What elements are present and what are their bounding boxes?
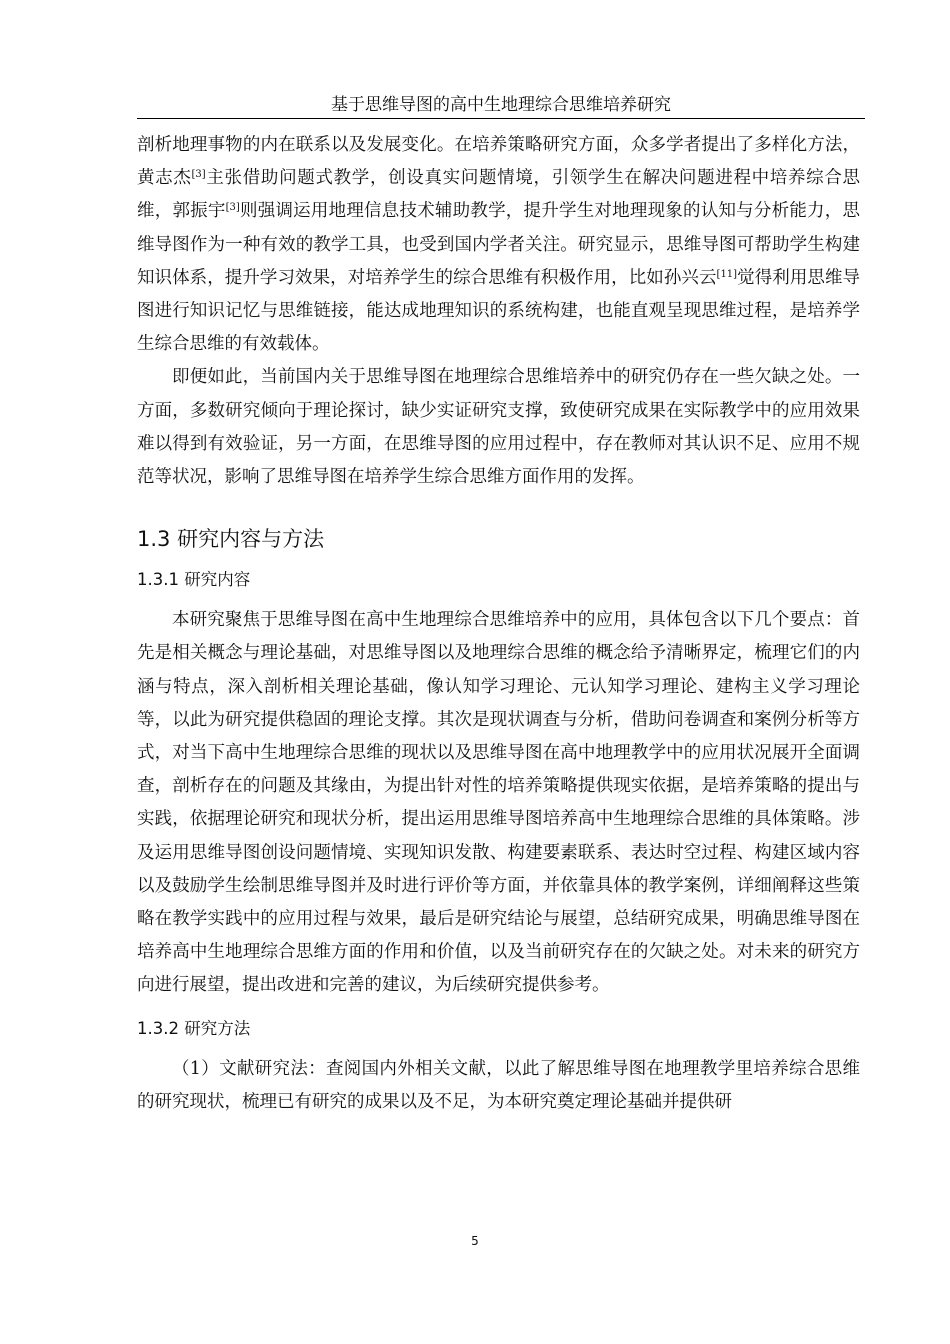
citation-ref[interactable]: [11] xyxy=(716,268,738,280)
paragraph-4: （1）文献研究法：查阅国内外相关文献，以此了解思维导图在地理教学里培养综合思维的研究现状，梳理已有研究的成果以及不足，为本研究奠定理论基础并提供研 xyxy=(137,1058,860,1112)
section-heading-1-3: 1.3 研究内容与方法 xyxy=(137,527,325,552)
page-number: 5 xyxy=(471,1234,479,1248)
subsection-heading-1-3-1: 1.3.1 研究内容 xyxy=(137,570,251,590)
citation-ref[interactable]: [3] xyxy=(225,202,240,214)
paragraph-1-text-d: 觉得利用思维导图进行知识记忆与思维链接，能达成地理知识的系统构建，也能直观呈现思维过程，是培养学生综合思维的有效载体。 xyxy=(137,267,861,355)
paragraph-1 xyxy=(137,129,860,361)
paragraph-3: 本研究聚焦于思维导图在高中生地理综合思维培养中的应用，具体包含以下几个要点：首先是相关概念与理论基础，对思维导图以及地理综合思维的概念给予清晰界定，梳理它们的内涵与特点，深入剖析相关理论基础，像认知学习理论、元认知学习理论、建构主义学习理论等，以此为研究提供稳固的理论支撑。其次是现状调查与分析，借助问卷调查和案例分析等方式，对当下高中生地理综合思维的现状以及思维导图在高中地理教学中的应用状况展开全面调查，剖析存在的问题及其缘由，为提出针对性的培养策略提供现实依据，是培养策略的提出与实践，依据理论研究和现状分析，提出运用思维导图培养高中生地理综合思维的具体策略。涉及运用思维导图创设问题情境、实现知识发散、构建要素联系、表达时空过程、构建区域内容以及鼓励学生绘制思维导图并及时进行评价等方面，并依靠具体的教学案例，详细阐释这些策略在教学实践中的应用过程与效果，最后是研究结论与展望，总结研究成果，明确思维导图在培养高中生地理综合思维方面的作用和价值，以及当前研究存在的欠缺之处。对未来的研究方向进行展望，提出改进和完善的建议，为后续研究提供参考。 xyxy=(137,610,860,996)
paragraph-1-text-a: 剖析地理事物的内在联系以及发展变化。在培养策略研究方面，众多学者提出了多样化方法，黄志杰 xyxy=(137,135,860,189)
subsection-heading-1-3-2: 1.3.2 研究方法 xyxy=(137,1018,251,1038)
header-rule xyxy=(137,118,865,119)
document-body xyxy=(137,129,860,1119)
paragraph-1-text-b: 主张借助问题式教学，创设真实问题情境，引领学生在解决问题进程中培养综合思维，郭振宇 xyxy=(137,168,861,222)
paragraph-1-text-c: 则强调运用地理信息技术辅助教学，提升学生对地理现象的认知与分析能力，思维导图作为一种有效的教学工具，也受到国内学者关注。研究显示，思维导图可帮助学生构建知识体系，提升学习效果，对培养学生的综合思维有积极作用，比如孙兴云 xyxy=(137,201,861,288)
running-header: 基于思维导图的高中生地理综合思维培养研究 xyxy=(331,95,671,115)
paragraph-2: 即便如此，当前国内关于思维导图在地理综合思维培养中的研究仍存在一些欠缺之处。一方面，多数研究倾向于理论探讨，缺少实证研究支撑，致使研究成果在实际教学中的应用效果难以得到有效验证，另一方面，在思维导图的应用过程中，存在教师对其认识不足、应用不规范等状况，影响了思维导图在培养学生综合思维方面作用的发挥。 xyxy=(137,367,860,488)
citation-ref[interactable]: [3] xyxy=(191,169,206,181)
